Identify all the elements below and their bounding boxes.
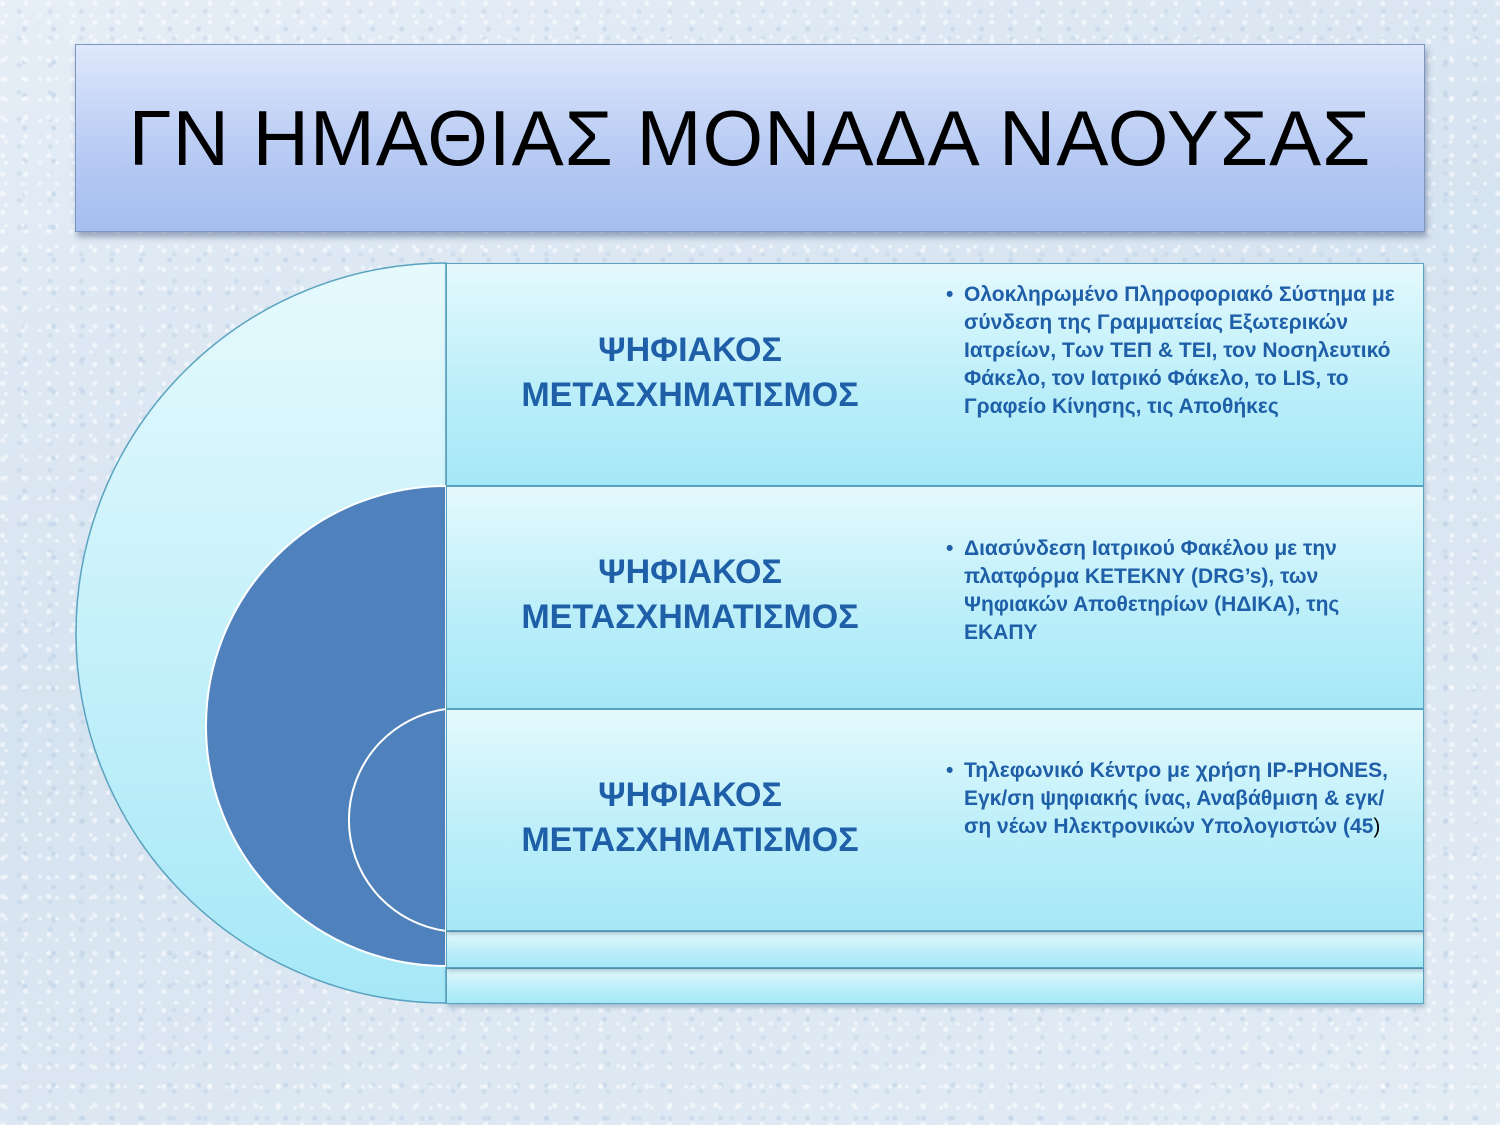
row-3-heading xyxy=(470,773,910,863)
row-2-bullet-text: Διασύνδεση Ιατρικού Φακέλου με την πλατφόρμα ΚΕΤΕΚΝΥ (DRG’s), των Ψηφιακών Αποθετηρίων (ΗΔΙΚΑ), της ΕΚΑΠΥ xyxy=(964,537,1340,644)
row-3-bullet-text: Τηλεφωνικό Κέντρο με χρήση IP-PHONES, Εγκ/ση ψηφιακής ίνας, Αναβάθμιση & εγκ/ση νέων Ηλεκτρονικών Υπολογιστών (45 xyxy=(964,759,1388,838)
row-3-heading-line1: ΨΗΦΙΑΚΟΣ xyxy=(598,776,782,814)
bottom-band-middle xyxy=(446,931,1424,968)
row-1-heading-line2: ΜΕΤΑΣΧΗΜΑΤΙΣΜΟΣ xyxy=(521,376,859,414)
row-1-heading xyxy=(470,328,910,418)
bottom-band-outer xyxy=(446,968,1424,1004)
row-1-bullet xyxy=(944,281,1409,421)
row-3-bullet-close: ) xyxy=(1373,815,1381,838)
row-2-bullet xyxy=(944,535,1409,647)
row-1-heading-line1: ΨΗΦΙΑΚΟΣ xyxy=(598,331,782,369)
row-2-heading-line1: ΨΗΦΙΑΚΟΣ xyxy=(598,553,782,591)
row-3-heading-line2: ΜΕΤΑΣΧΗΜΑΤΙΣΜΟΣ xyxy=(521,821,859,859)
row-2-heading xyxy=(470,550,910,640)
row-3-bullet xyxy=(944,757,1409,841)
page-title: ΓΝ ΗΜΑΘΙΑΣ ΜΟΝΑΔΑ ΝΑΟΥΣΑΣ xyxy=(128,93,1372,182)
row-1-bullet-text: Ολοκληρωμένο Πληροφοριακό Σύστημα με σύνδεση της Γραμματείας Εξωτερικών Ιατρείων, Των ΤΕΠ & ΤΕΙ, τον Νοσηλευτικό Φάκελο, τον Ιατρικό Φάκελο, το LIS, το Γραφείο Κίνησης, τις Αποθήκες xyxy=(964,283,1395,418)
row-2-heading-line2: ΜΕΤΑΣΧΗΜΑΤΙΣΜΟΣ xyxy=(521,598,859,636)
